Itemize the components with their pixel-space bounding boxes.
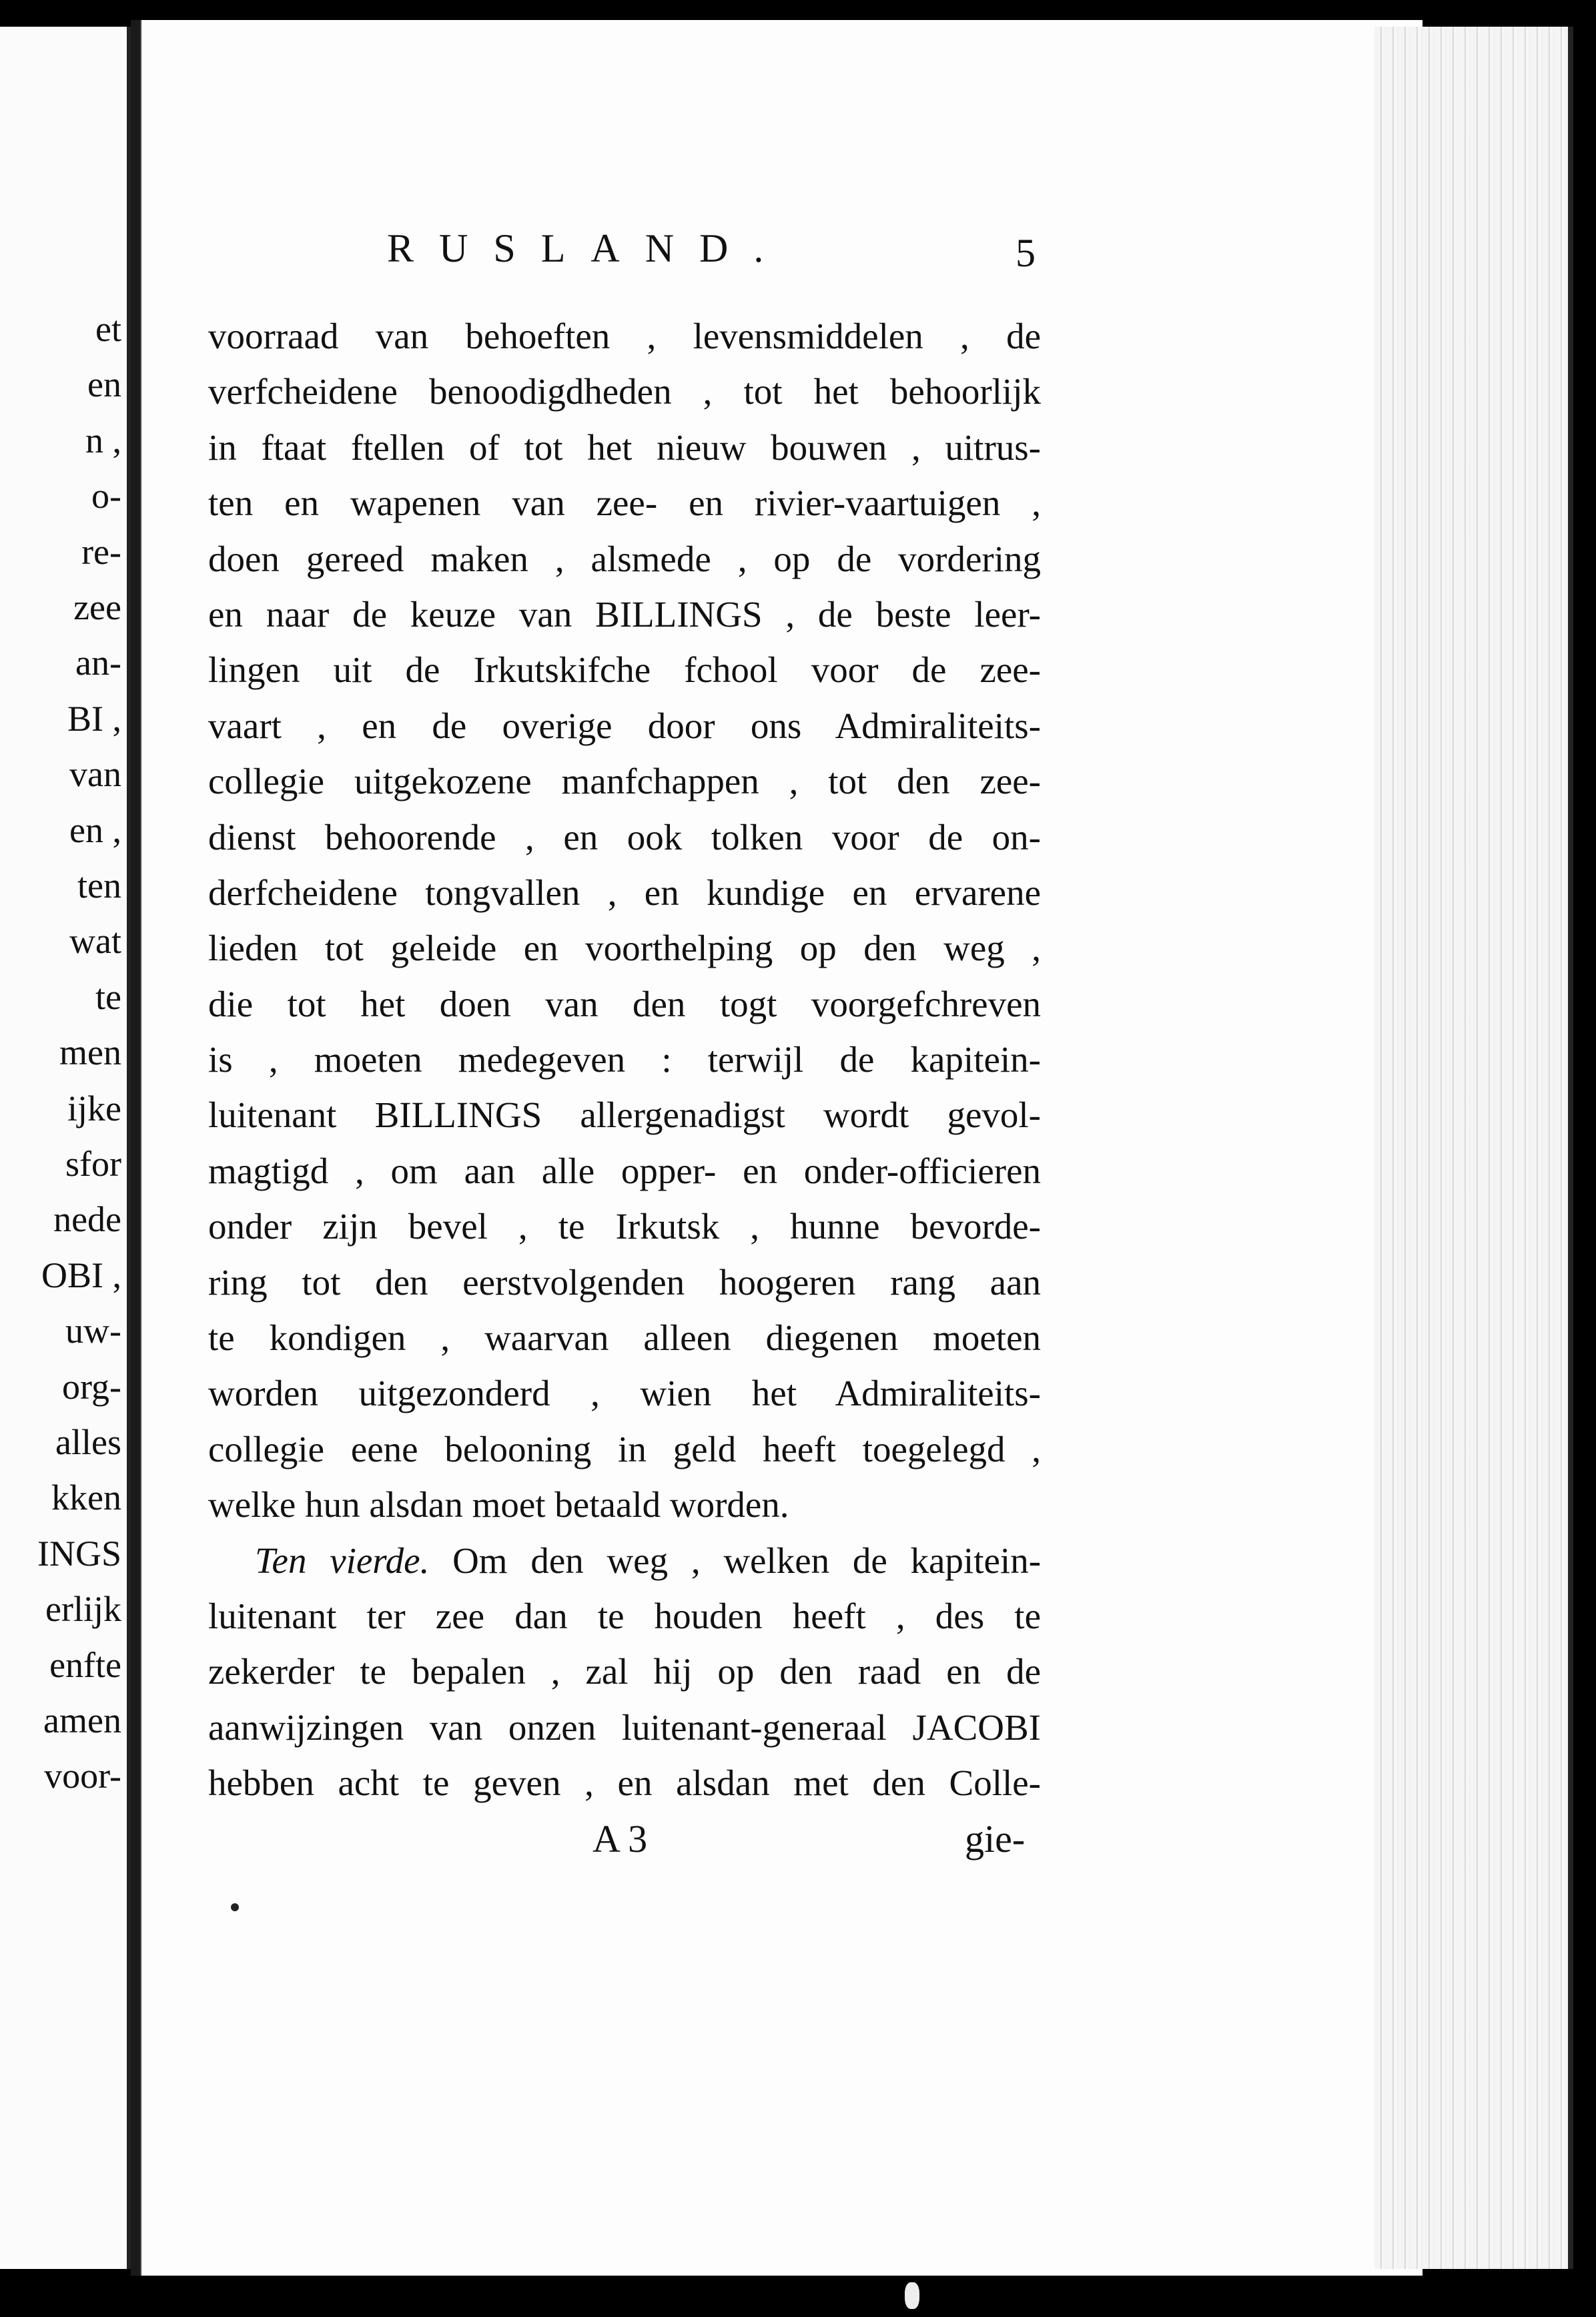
left-facing-page bbox=[0, 27, 131, 2269]
paragraph-start bbox=[208, 1533, 1041, 1588]
text-span: Om den weg , welken de kapitein- bbox=[452, 1540, 1042, 1581]
left-page-fragment: et bbox=[95, 309, 121, 349]
left-page-fragment: enfte bbox=[49, 1644, 121, 1685]
left-page-fragment: voor- bbox=[44, 1756, 121, 1796]
text-line: zekerder te bepalen , zal hij op den raad en de bbox=[208, 1651, 1041, 1692]
left-page-fragment: INGS bbox=[37, 1533, 121, 1574]
text-line: collegie uitgekozene manfchappen , tot den zee- bbox=[208, 761, 1041, 802]
text-line: worden uitgezonderd , wien het Admiraliteits- bbox=[208, 1373, 1041, 1414]
left-page-fragment: uw- bbox=[65, 1311, 121, 1351]
text-line: ring tot den eerstvolgenden hoogeren rang aan bbox=[208, 1261, 1041, 1303]
left-page-fragment: sfor bbox=[65, 1144, 121, 1184]
running-head: RUSLAND. bbox=[387, 226, 789, 270]
left-page-fragment: erlijk bbox=[45, 1589, 121, 1630]
left-page-fragment: OBI , bbox=[41, 1255, 121, 1295]
text-line: is , moeten medegeven : terwijl de kapitein- bbox=[208, 1039, 1041, 1080]
text-line: lieden tot geleide en voorthelping op den weg , bbox=[208, 928, 1041, 969]
text-line: magtigd , om aan alle opper- en onder-officieren bbox=[208, 1150, 1041, 1191]
text-line: collegie eene belooning in geld heeft toegelegd , bbox=[208, 1428, 1041, 1469]
text-line: die tot het doen van den togt voorgefchreven bbox=[208, 983, 1041, 1024]
book-gutter bbox=[131, 20, 140, 2276]
text-line: welke hun alsdan moet betaald worden. bbox=[208, 1484, 789, 1526]
text-line: in ftaat ftellen of tot het nieuw bouwen , uitrus- bbox=[208, 426, 1041, 468]
ink-speck bbox=[231, 1903, 239, 1911]
text-line: dienst behoorende , en ook tolken voor de on- bbox=[208, 816, 1041, 858]
left-page-fragment: ten bbox=[77, 866, 121, 906]
left-page-fragment: alles bbox=[55, 1422, 121, 1462]
text-line: te kondigen , waarvan alleen diegenen moeten bbox=[208, 1317, 1041, 1359]
text-line: verfcheidene benoodigdheden , tot het behoorlijk bbox=[208, 371, 1041, 412]
text-line: onder zijn bevel , te Irkutsk , hunne bevorde- bbox=[208, 1206, 1041, 1247]
left-page-fragment: org- bbox=[62, 1366, 121, 1407]
left-page-fragment: amen bbox=[43, 1700, 121, 1740]
left-page-fragment: en bbox=[87, 364, 121, 405]
left-page-fragment: wat bbox=[69, 921, 121, 962]
text-line: derfcheidene tongvallen , en kundige en ervarene bbox=[208, 872, 1041, 913]
text-line: luitenant BILLINGS allergenadigst wordt gevol- bbox=[208, 1094, 1041, 1136]
left-page-fragment: n , bbox=[85, 420, 121, 460]
catchword: gie- bbox=[965, 1817, 1026, 1861]
signature-mark: A 3 bbox=[592, 1817, 648, 1861]
left-page-fragment: kken bbox=[51, 1477, 121, 1518]
text-line: aanwijzingen van onzen luitenant-generaal JACOBI bbox=[208, 1706, 1041, 1748]
page-edges bbox=[1374, 27, 1573, 2269]
text-line: doen gereed maken , alsmede , op de vordering bbox=[208, 538, 1041, 579]
left-page-fragment: an- bbox=[75, 643, 121, 683]
left-page-fragment: van bbox=[69, 754, 121, 795]
text-line: luitenant ter zee dan te houden heeft , des te bbox=[208, 1595, 1041, 1636]
left-page-fragment: re- bbox=[81, 531, 121, 572]
left-page-fragment: nede bbox=[53, 1199, 121, 1240]
ink-speck bbox=[905, 2282, 919, 2309]
text-line: voorraad van behoeften , levensmiddelen , de bbox=[208, 316, 1041, 356]
left-page-fragment: zee bbox=[73, 587, 121, 627]
text-line: ten en wapenen van zee- en rivier-vaartuigen , bbox=[208, 482, 1041, 524]
left-page-fragment: BI , bbox=[67, 698, 121, 739]
section-marker: Ten vierde. bbox=[255, 1540, 430, 1581]
left-page-fragment: en , bbox=[69, 809, 121, 850]
body-text bbox=[208, 308, 1041, 1811]
text-line: lingen uit de Irkutskifche fchool voor de zee- bbox=[208, 649, 1041, 691]
left-page-fragment: ijke bbox=[67, 1088, 121, 1128]
text-line: vaart , en de overige door ons Admiraliteits- bbox=[208, 705, 1041, 746]
text-line: hebben acht te geven , en alsdan met den Colle- bbox=[208, 1762, 1041, 1804]
page-number: 5 bbox=[1016, 231, 1036, 275]
text-line: en naar de keuze van BILLINGS , de beste leer- bbox=[208, 593, 1041, 635]
left-page-fragment: te bbox=[95, 976, 121, 1017]
left-page-fragment: o- bbox=[91, 476, 121, 517]
left-page-fragment: men bbox=[59, 1032, 121, 1073]
